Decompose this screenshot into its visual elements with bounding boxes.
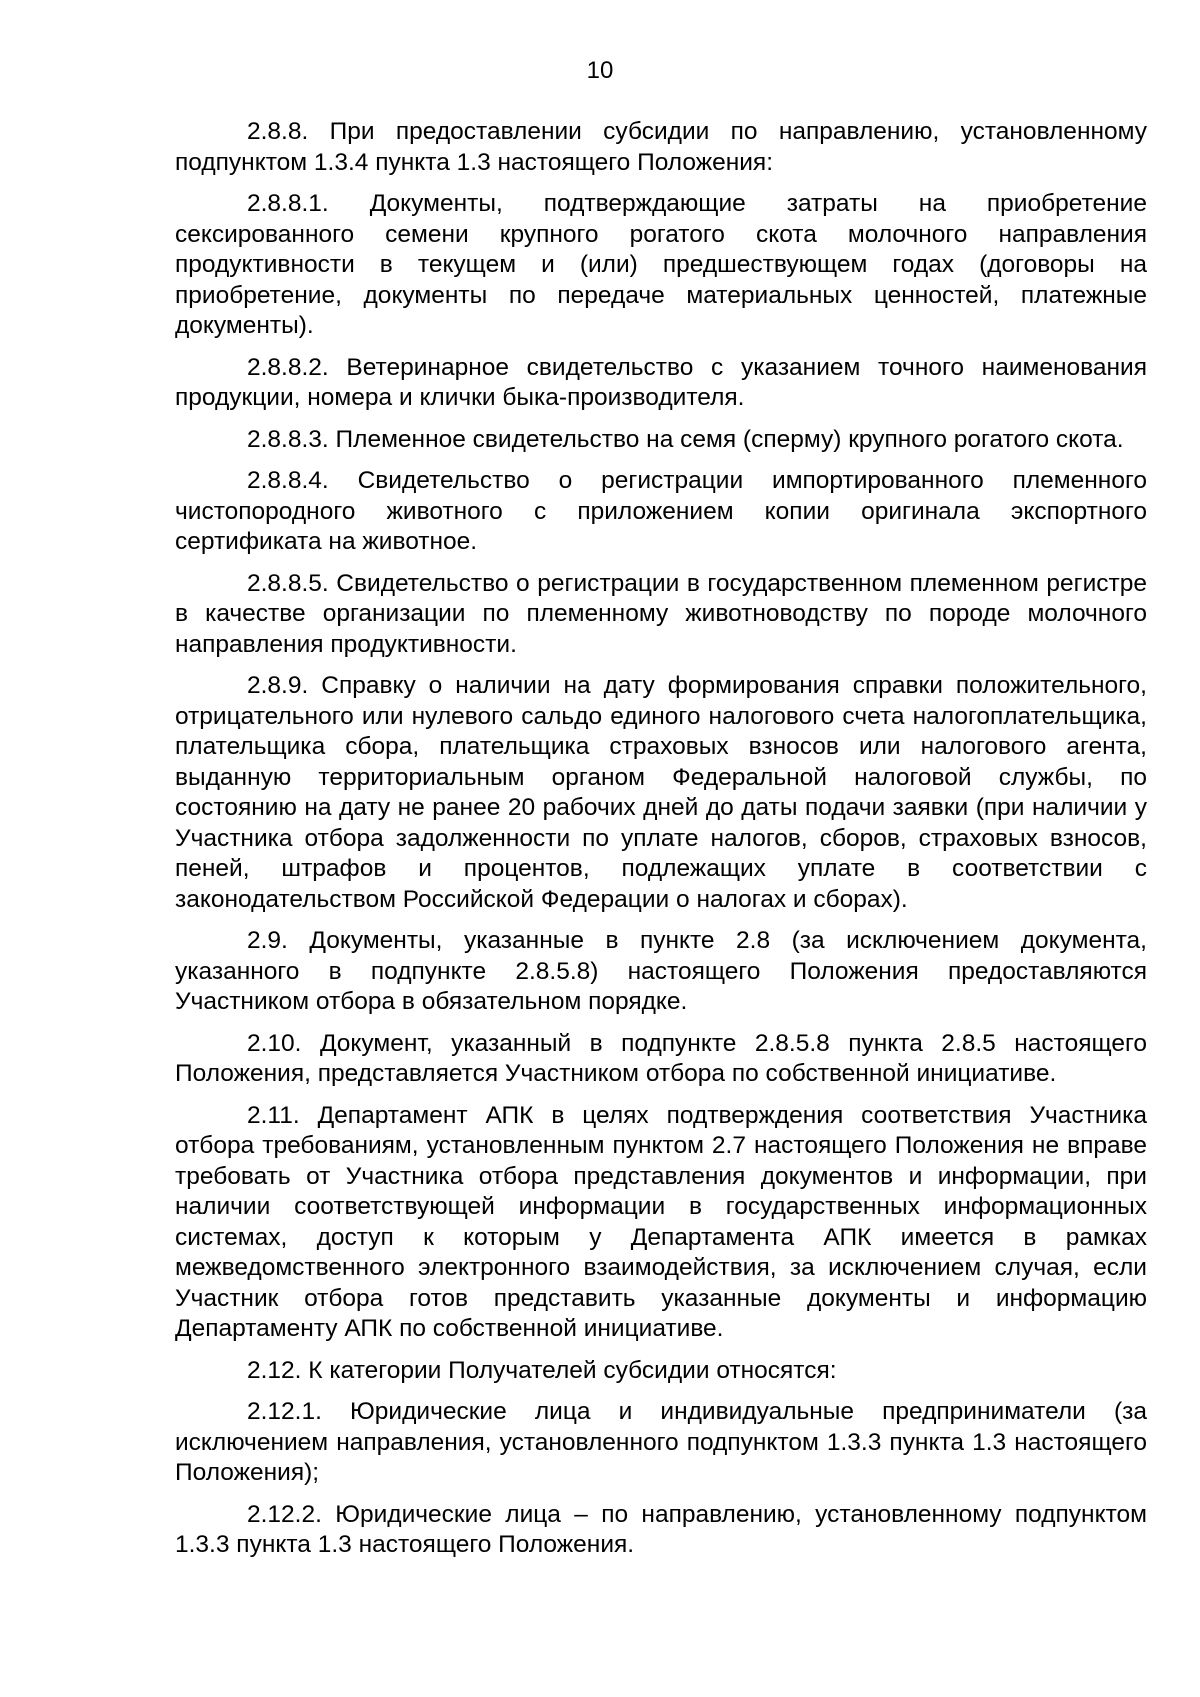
- paragraph-2-8-8-4: 2.8.8.4. Свидетельство о регистрации импортированного племенного чистопородного животного с приложением копии оригинала экспортного сертификата на животное.: [175, 467, 1147, 555]
- paragraph-2-8-8: 2.8.8. При предоставлении субсидии по направлению, установленному подпунктом 1.3.4 пункта 1.3 настоящего Положения:: [175, 118, 1147, 176]
- page-number: 10: [586, 57, 614, 84]
- document-body: [175, 117, 1147, 1572]
- paragraph-2-8-8-5: 2.8.8.5. Свидетельство о регистрации в государственном племенном регистре в качестве организации по племенному животноводству по породе молочного направления продуктивности.: [175, 569, 1147, 658]
- paragraph-2-11: 2.11. Департамент АПК в целях подтверждения соответствия Участника отбора требованиям, установленным пунктом 2.7 настоящего Положения не вправе требовать от Участника отбора представления документов и информации, при наличии соответствующей информации в государственных информационных системах, доступ к которым у Департамента АПК имеется в рамках межведомственного электронного взаимодействия, за исключением случая, если Участник отбора готов представить указанные документы и информацию Департаменту АПК по собственной инициативе.: [175, 1101, 1147, 1342]
- paragraph-2-12: 2.12. К категории Получателей субсидии относятся:: [247, 1356, 837, 1384]
- paragraph-2-12-2: 2.12.2. Юридические лица – по направлению, установленному подпунктом 1.3.3 пункта 1.3 настоящего Положения.: [175, 1500, 1147, 1558]
- paragraph-2-12-1: 2.12.1. Юридические лица и индивидуальные предприниматели (за исключением направления, установленного подпунктом 1.3.3 пункта 1.3 настоящего Положения);: [175, 1398, 1147, 1486]
- paragraph-2-8-8-1: 2.8.8.1. Документы, подтверждающие затраты на приобретение сексированного семени крупного рогатого скота молочного направления продуктивности в текущем и (или) предшествующем годах (договоры на приобретение, документы по передаче материальных ценностей, платежные документы).: [175, 190, 1147, 339]
- paragraph-2-10: 2.10. Документ, указанный в подпункте 2.8.5.8 пункта 2.8.5 настоящего Положения, представляется Участником отбора по собственной инициативе.: [175, 1029, 1147, 1087]
- paragraph-2-8-8-2: 2.8.8.2. Ветеринарное свидетельство с указанием точного наименования продукции, номера и клички быка-производителя.: [175, 353, 1147, 411]
- paragraph-2-8-8-3: 2.8.8.3. Племенное свидетельство на семя (сперму) крупного рогатого скота.: [247, 425, 1124, 453]
- paragraph-2-8-9: 2.8.9. Справку о наличии на дату формирования справки положительного, отрицательного или нулевого сальдо единого налогового счета налогоплательщика, плательщика сбора, плательщика страховых взносов или налогового агента, выданную территориальным органом Федеральной налоговой службы, по состоянию на дату не ранее 20 рабочих дней до даты подачи заявки (при наличии у Участника отбора задолженности по уплате налогов, сборов, страховых взносов, пеней, штрафов и процентов, подлежащих уплате в соответствии с законодательством Российской Федерации о налогах и сборах).: [175, 672, 1147, 913]
- paragraph-2-9: 2.9. Документы, указанные в пункте 2.8 (за исключением документа, указанного в подпункте 2.8.5.8) настоящего Положения предоставляются Участником отбора в обязательном порядке.: [175, 927, 1147, 1015]
